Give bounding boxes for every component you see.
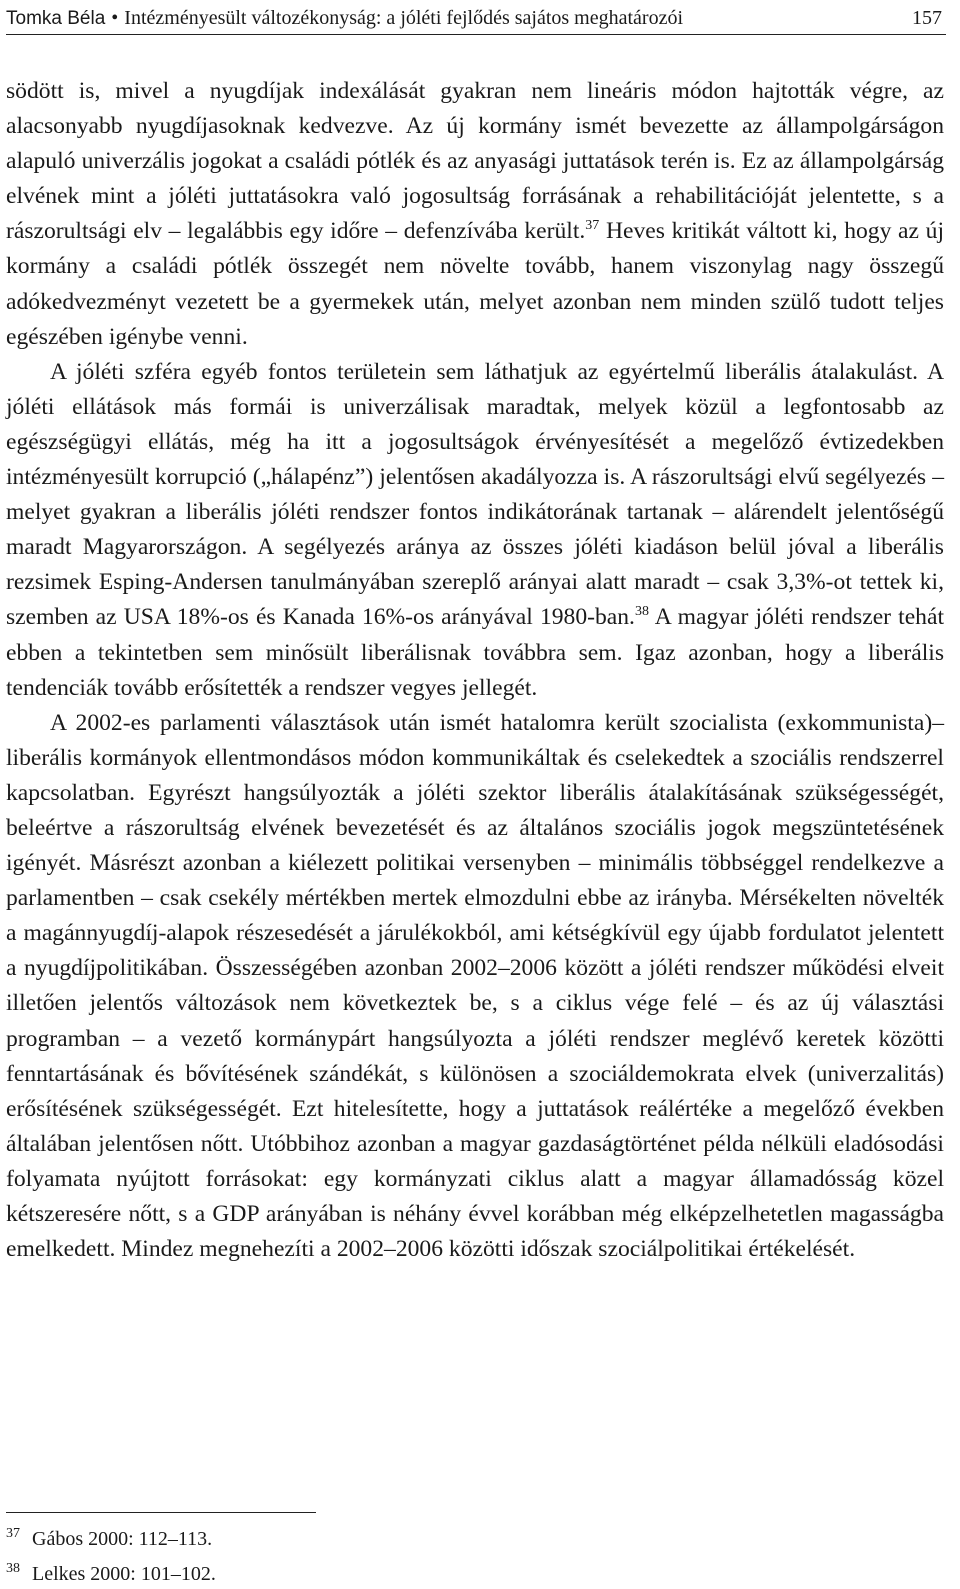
header-separator: • xyxy=(111,7,119,29)
footnote-number: 38 xyxy=(6,1561,20,1576)
paragraph-text: A jóléti szféra egyéb fontos területein sem láthatjuk az egyértelmű liberális átalakulást. A jóléti ellátások más formái is univerzálisak maradtak, melyek közül a legfontosabb az egészségügyi ellátás, még ha itt a jogosultságok érvényesítését a megelőző évtizedekben intézményesült korrupció („hálapénz”) jelentősen akadályozza is. A rászorultsági elvű segélyezés – melyet gyakran a liberális jóléti rendszer fontos indikátorának tartanak – alárendelt jelentőségű maradt Magyarországon. A segélyezés aránya az összes jóléti kiadáson belül jóval a liberális rezsimek Esping-Andersen tanulmányában szereplő arányai alatt maradt – csak 3,3%-ot tettek ki, szemben az USA 18%-os és Kanada 16%-os arányával 1980-ban. xyxy=(6,358,944,631)
page-number: 157 xyxy=(912,7,942,29)
paragraph-text: A magyar jóléti rendszer tehát ebben a tekintetben sem minősült liberálisnak továbbra sem. Igaz azonban, hogy a liberális tendenciák tovább erősítették a rendszer vegyes jellegét. xyxy=(6,604,945,701)
paragraph-text: A 2002-es parlamenti választások után ismét hatalomra került szocialista (exkommunista)–liberális kormányok ellentmondásos módon kommunikáltak és cselekedtek a szociális rendszerrel kapcsolatban. Egyrészt hangsúlyozták a jóléti szektor liberális átalakításának szükségességét, beleértve a rászorultság elvének bevezetését és az általános szociális jogok megszüntetésének igényét. Másrészt azonban a kiélezett politikai versenyben – minimális többséggel rendelkezve a parlamentben – csak csekély mértékben mertek elmozdulni ebbe az irányba. Mérsékelten növelték a magánnyugdíj-alapok részesedését a járulékokból, ami kétségkívül egy újabb fordulatot jelentett a nyugdíjpolitikában. Összességében azonban 2002–2006 között a jóléti rendszer működési elveit illetően jelentős változások nem következtek be, s a ciklus vége felé – és az új választási programban – a vezető kormánypárt hangsúlyozta a jóléti rendszer meglévő keretek közötti fenntartásának és bővítésének szándékát, s különösen a szociáldemokrata elvek (univerzalitás) erősítésének szükségességét. Ezt hitelesítette, hogy a juttatások reálértéke a megelőző években általában jelentősen nőtt. Utóbbihoz azonban a magyar gazdaságtörténet példa nélküli eladósodási folyamata nyújtott forrásokat: egy kormányzati ciklus alatt a magyar államadósság közel kétszeresére nőtt, s a GDP arányában is néhány évvel korábban még elképzelhetetlen magasságba emelkedett. Mindez megnehezíti a 2002–2006 közötti időszak szociálpolitikai értékelését. xyxy=(6,709,944,1263)
footnote-text: Lelkes 2000: 101–102. xyxy=(32,1563,216,1585)
footnote xyxy=(6,1519,216,1554)
paragraph xyxy=(6,74,944,355)
footnote-ref: 38 xyxy=(634,604,649,620)
footnote-divider xyxy=(6,1512,316,1513)
footnote-number: 37 xyxy=(6,1526,20,1541)
footnotes xyxy=(6,1519,216,1589)
footnote-text: Gábos 2000: 112–113. xyxy=(32,1528,213,1550)
header-author: Tomka Béla xyxy=(6,8,106,29)
running-header xyxy=(6,4,946,35)
footnote-ref: 37 xyxy=(585,218,600,234)
paragraph xyxy=(6,355,944,706)
body-text xyxy=(6,74,944,1267)
header-title: Intézményesült változékonyság: a jóléti fejlődés sajátos meghatározói xyxy=(124,7,683,29)
paragraph xyxy=(6,706,944,1268)
footnote xyxy=(6,1554,216,1589)
paragraph-text: Heves kritikát váltott ki, hogy az új kormány a családi pótlék összegét nem növelte tovább, hanem viszonylag nagy összegű adókedvezményt vezetett be a gyermekek után, melyet azonban nem minden szülő tudott teljes egészében igénybe venni. xyxy=(6,218,944,350)
paragraph-text: södött is, mivel a nyugdíjak indexálását gyakran nem lineáris módon hajtották végre, az alacsonyabb nyugdíjasoknak kedvezve. Az új kormány ismét bevezette az állampolgárságon alapuló univerzális jogokat a családi pótlék és az anyasági juttatások terén is. Ez az állampolgárság elvének mint a jóléti juttatásokra való jogosultság forrásának a rehabilitációját jelentette, s a rászorultsági elv – legalábbis egy időre – defenzívába került. xyxy=(6,78,944,245)
